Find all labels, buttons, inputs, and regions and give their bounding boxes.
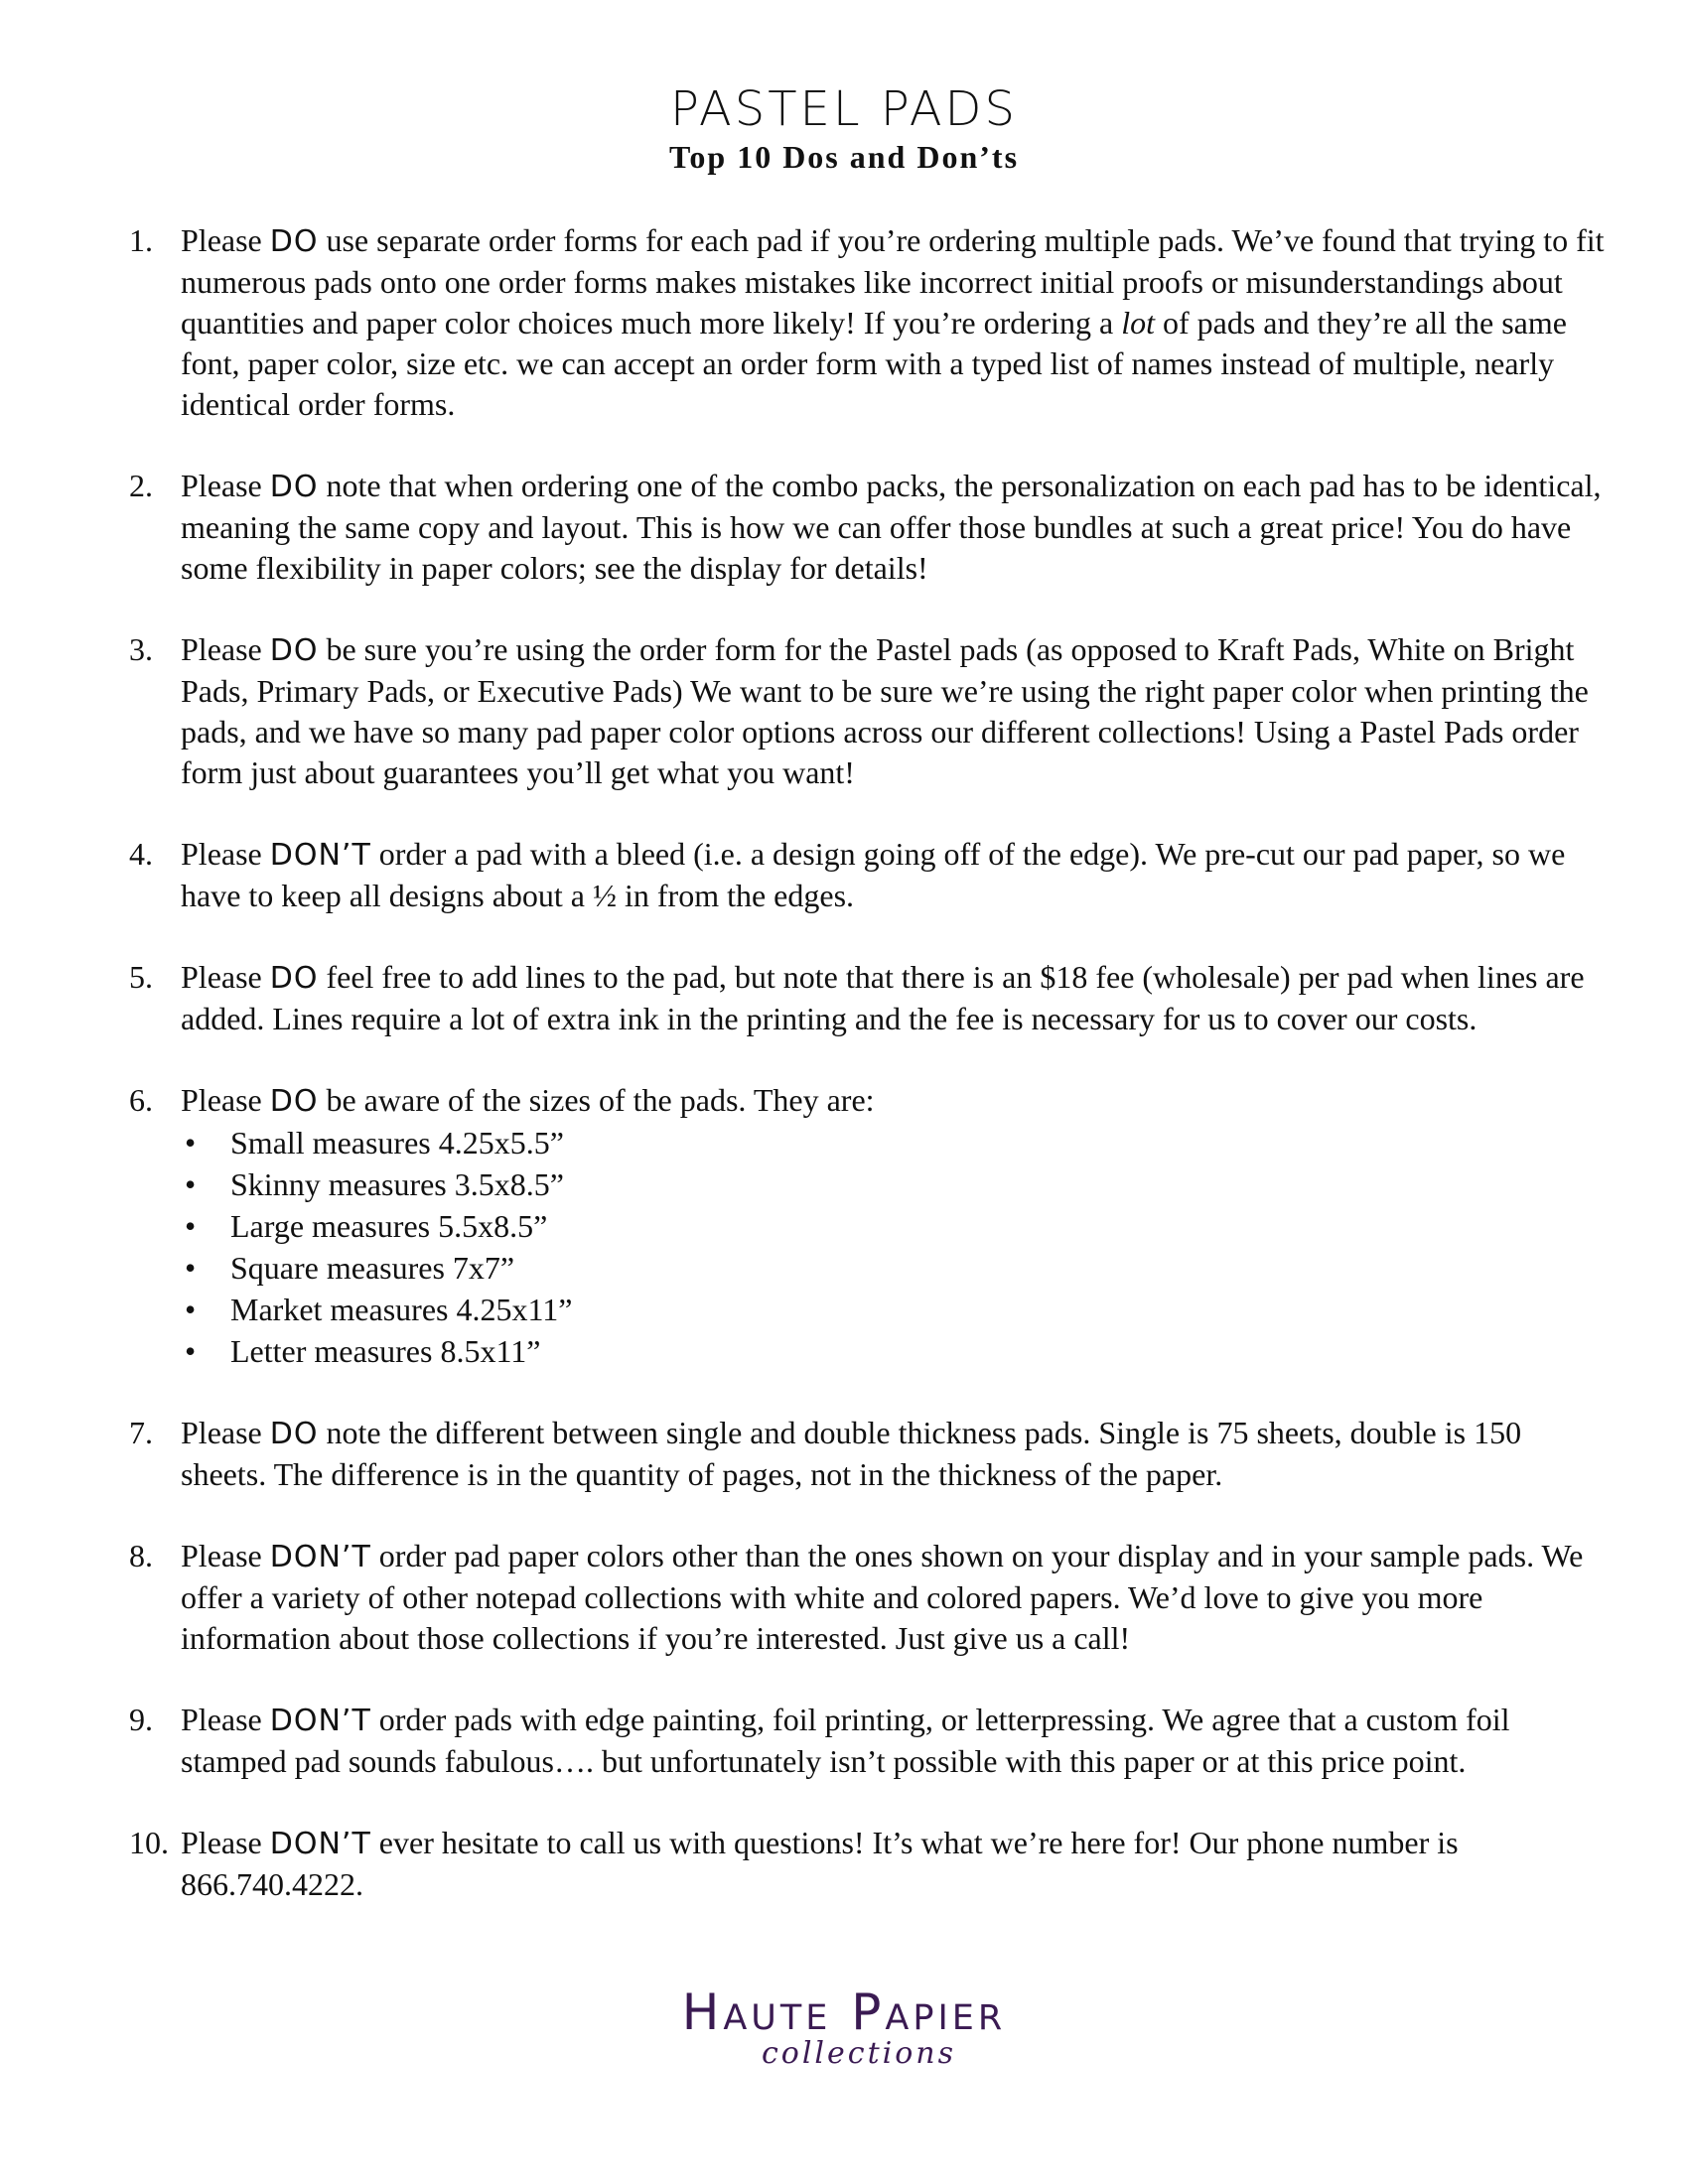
pad-size-text: Market measures 4.25x11” <box>230 1292 573 1327</box>
list-item-9 <box>129 1700 1609 1782</box>
item-lead: Please <box>181 1825 270 1860</box>
item-keyword: DO <box>269 633 319 668</box>
logo-wordmark: Haute Papier <box>681 1983 1007 2041</box>
page-header <box>0 81 1688 177</box>
item-number: 6. <box>129 1082 153 1118</box>
page-subtitle: Top 10 Dos and Don’ts <box>668 139 1020 175</box>
page-title: PASTEL PADS <box>670 81 1018 137</box>
item-text: use separate order forms for each pad if you’re ordering multiple pads. We’ve found that trying to fit numerous pads onto one order forms makes mistakes like incorrect initial proofs or misunderstandings about quantities and paper color choices much more likely! If you’re ordering a <box>181 222 1605 341</box>
item-text: order pad paper colors other than the ones shown on your display and in your sample pads. We offer a variety of other notepad collections with white and colored papers. We’d love to give you more information about those collections if you’re interested. Just give us a call! <box>181 1538 1584 1656</box>
item-text-cont: of pads and they’re all the same font, paper color, size etc. we can accept an order form with a typed list of names instead of multiple, nearly identical order forms. <box>181 305 1567 422</box>
item-number: 2. <box>129 468 153 503</box>
pad-size-item <box>181 1247 1609 1289</box>
pad-size-item <box>181 1163 1609 1205</box>
item-number: 10. <box>129 1825 169 1860</box>
item-number: 3. <box>129 631 153 667</box>
dos-and-donts-list <box>129 220 1609 1946</box>
item-number: 9. <box>129 1702 153 1737</box>
list-item-8 <box>129 1536 1609 1659</box>
item-number: 4. <box>129 836 153 872</box>
item-text: note the different between single and double thickness pads. Single is 75 sheets, double is 150 sheets. The difference is in the quantity of pages, not in the thickness of the paper. <box>181 1415 1522 1492</box>
item-lead: Please <box>181 1415 270 1450</box>
item-keyword: DO <box>269 1084 319 1119</box>
item-number: 8. <box>129 1538 153 1573</box>
bullet-icon: • <box>185 1292 197 1327</box>
item-lead: Please <box>181 1538 270 1573</box>
pad-size-text: Skinny measures 3.5x8.5” <box>230 1166 564 1202</box>
bullet-icon: • <box>185 1250 197 1286</box>
pad-size-item <box>181 1205 1609 1247</box>
item-text: feel free to add lines to the pad, but note that there is an $18 fee (wholesale) per pad when lines are added. Lines require a lot of extra ink in the printing and the fee is necessary for us to cover our costs. <box>181 959 1585 1036</box>
item-lead: Please <box>181 468 270 503</box>
pad-size-item <box>181 1289 1609 1330</box>
list-item-10 <box>129 1823 1609 1905</box>
pad-size-item <box>181 1122 1609 1163</box>
item-keyword: DO <box>269 470 319 504</box>
item-lead: Please <box>181 222 270 258</box>
pad-size-text: Small measures 4.25x5.5” <box>230 1125 564 1160</box>
item-lead: Please <box>181 631 270 667</box>
item-keyword: DO <box>269 1417 319 1451</box>
pad-size-text: Square measures 7x7” <box>230 1250 515 1286</box>
bullet-icon: • <box>185 1208 197 1244</box>
list-item-4 <box>129 834 1609 916</box>
item-lead: Please <box>181 1082 270 1118</box>
item-text: order a pad with a bleed (i.e. a design going off of the edge). We pre-cut our pad paper, so we have to keep all designs about a ½ in from the edges. <box>181 836 1566 913</box>
item-number: 5. <box>129 959 153 995</box>
item-keyword: DON’T <box>269 838 371 873</box>
bullet-icon: • <box>185 1333 197 1369</box>
item-keyword: DON’T <box>269 1540 371 1574</box>
item-lead: Please <box>181 836 270 872</box>
pad-sizes-list <box>181 1122 1609 1372</box>
item-number: 1. <box>129 222 153 258</box>
item-emphasis: lot <box>1121 305 1155 341</box>
item-keyword: DO <box>269 961 319 996</box>
item-text: note that when ordering one of the combo packs, the personalization on each pad has to be identical, meaning the same copy and layout. This is how we can offer those bundles at such a great price! You do have some flexibility in paper colors; see the display for details! <box>181 468 1602 586</box>
item-text: be sure you’re using the order form for the Pastel pads (as opposed to Kraft Pads, White on Bright Pads, Primary Pads, or Executive Pads) We want to be sure we’re using the right paper color when printing the pads, and we have so many pad paper color options across our different collections! Using a Pastel Pads order form just about guarantees you’ll get what you want! <box>181 631 1589 790</box>
pad-size-item <box>181 1330 1609 1372</box>
logo-tagline: collections <box>761 2036 957 2071</box>
haute-papier-logo <box>0 1985 1688 2069</box>
item-keyword: DON’T <box>269 1827 371 1861</box>
item-lead: Please <box>181 959 270 995</box>
pad-size-text: Large measures 5.5x8.5” <box>230 1208 548 1244</box>
bullet-icon: • <box>185 1166 197 1202</box>
pad-size-text: Letter measures 8.5x11” <box>230 1333 541 1369</box>
list-item-5 <box>129 957 1609 1039</box>
list-item-7 <box>129 1413 1609 1495</box>
item-keyword: DO <box>269 224 319 259</box>
list-item-1 <box>129 220 1609 425</box>
list-item-2 <box>129 466 1609 589</box>
item-lead: Please <box>181 1702 270 1737</box>
item-text: order pads with edge painting, foil printing, or letterpressing. We agree that a custom foil stamped pad sounds fabulous…. but unfortunately isn’t possible with this paper or at this price point. <box>181 1702 1510 1779</box>
item-keyword: DON’T <box>269 1704 371 1738</box>
item-number: 7. <box>129 1415 153 1450</box>
bullet-icon: • <box>185 1125 197 1160</box>
item-text: be aware of the sizes of the pads. They are: <box>318 1082 875 1118</box>
item-text: ever hesitate to call us with questions! It’s what we’re here for! Our phone number is 866.740.4222. <box>181 1825 1459 1902</box>
list-item-3 <box>129 629 1609 793</box>
list-item-6 <box>129 1080 1609 1372</box>
